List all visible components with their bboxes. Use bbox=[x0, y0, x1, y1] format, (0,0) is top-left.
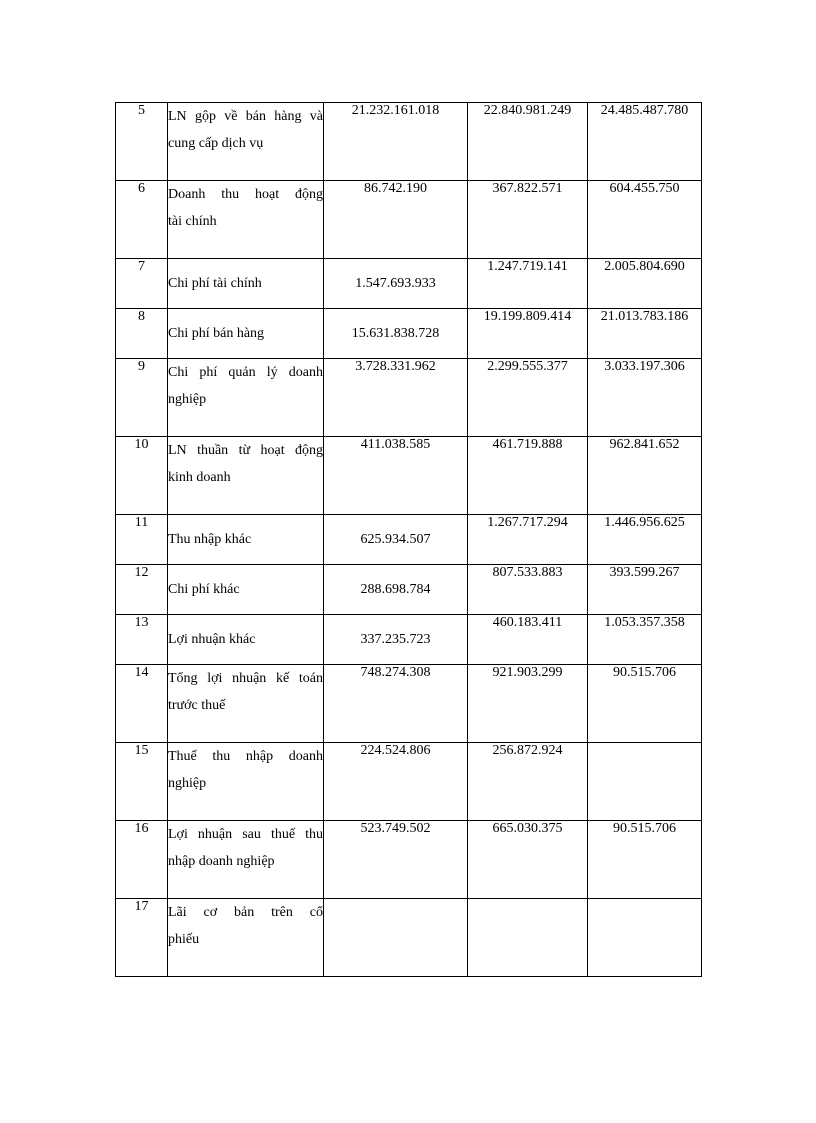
item-description-cell bbox=[168, 743, 324, 821]
value-col-2-cell: 1.547.693.933 bbox=[324, 259, 468, 309]
value-col-2-cell: 625.934.507 bbox=[324, 515, 468, 565]
description-line: nhập doanh nghiệp bbox=[168, 854, 275, 869]
value-col-3-cell: 665.030.375 bbox=[468, 821, 588, 899]
row-number-cell: 13 bbox=[116, 615, 168, 665]
value-col-4-cell: 1.446.956.625 bbox=[588, 515, 702, 565]
value-col-4-cell: 393.599.267 bbox=[588, 565, 702, 615]
item-description-cell bbox=[168, 359, 324, 437]
value-col-3-cell: 256.872.924 bbox=[468, 743, 588, 821]
value-col-2-cell: 411.038.585 bbox=[324, 437, 468, 515]
description-line: Doanh thu hoạt động bbox=[168, 187, 323, 202]
description-line: nghiệp bbox=[168, 392, 207, 407]
value-col-3-cell: 921.903.299 bbox=[468, 665, 588, 743]
row-number-cell: 9 bbox=[116, 359, 168, 437]
value-col-3-cell: 2.299.555.377 bbox=[468, 359, 588, 437]
item-description-cell bbox=[168, 309, 324, 359]
value-col-4-cell bbox=[588, 899, 702, 977]
value-col-4-cell: 962.841.652 bbox=[588, 437, 702, 515]
value-col-4-cell: 21.013.783.186 bbox=[588, 309, 702, 359]
value-col-2-cell: 224.524.806 bbox=[324, 743, 468, 821]
table-row bbox=[116, 565, 702, 615]
value-col-2-cell: 337.235.723 bbox=[324, 615, 468, 665]
description-line: phiếu bbox=[168, 932, 200, 947]
item-description-cell bbox=[168, 259, 324, 309]
table-row bbox=[116, 103, 702, 181]
description-line: Lợi nhuận khác bbox=[168, 632, 256, 647]
value-col-3-cell: 367.822.571 bbox=[468, 181, 588, 259]
value-col-3-cell: 19.199.809.414 bbox=[468, 309, 588, 359]
description-line: Lợi nhuận sau thuế thu bbox=[168, 827, 323, 842]
description-line: Tổng lợi nhuận kế toán bbox=[168, 671, 323, 686]
item-description-cell bbox=[168, 437, 324, 515]
table-row bbox=[116, 515, 702, 565]
value-col-2-cell: 288.698.784 bbox=[324, 565, 468, 615]
table-row bbox=[116, 359, 702, 437]
description-line: Chi phí quản lý doanh bbox=[168, 365, 323, 380]
table-row bbox=[116, 181, 702, 259]
value-col-3-cell: 461.719.888 bbox=[468, 437, 588, 515]
row-number-cell: 5 bbox=[116, 103, 168, 181]
description-line: tài chính bbox=[168, 214, 217, 229]
table-row bbox=[116, 259, 702, 309]
value-col-4-cell: 1.053.357.358 bbox=[588, 615, 702, 665]
row-number-cell: 11 bbox=[116, 515, 168, 565]
table-row bbox=[116, 615, 702, 665]
description-line: nghiệp bbox=[168, 776, 207, 791]
description-line: Thu nhập khác bbox=[168, 532, 252, 547]
row-number-cell: 16 bbox=[116, 821, 168, 899]
row-number-cell: 10 bbox=[116, 437, 168, 515]
value-col-2-cell: 523.749.502 bbox=[324, 821, 468, 899]
item-description-cell bbox=[168, 515, 324, 565]
value-col-2-cell: 86.742.190 bbox=[324, 181, 468, 259]
table-row bbox=[116, 309, 702, 359]
value-col-3-cell: 460.183.411 bbox=[468, 615, 588, 665]
value-col-2-cell: 748.274.308 bbox=[324, 665, 468, 743]
value-col-2-cell: 15.631.838.728 bbox=[324, 309, 468, 359]
value-col-2-cell: 3.728.331.962 bbox=[324, 359, 468, 437]
item-description-cell bbox=[168, 565, 324, 615]
item-description-cell bbox=[168, 103, 324, 181]
row-number-cell: 7 bbox=[116, 259, 168, 309]
value-col-3-cell: 1.247.719.141 bbox=[468, 259, 588, 309]
row-number-cell: 15 bbox=[116, 743, 168, 821]
table-row bbox=[116, 437, 702, 515]
table-row bbox=[116, 743, 702, 821]
value-col-3-cell: 807.533.883 bbox=[468, 565, 588, 615]
description-line: LN gộp về bán hàng và bbox=[168, 109, 323, 124]
description-line: Chi phí tài chính bbox=[168, 276, 262, 291]
row-number-cell: 14 bbox=[116, 665, 168, 743]
value-col-4-cell: 90.515.706 bbox=[588, 821, 702, 899]
value-col-4-cell: 24.485.487.780 bbox=[588, 103, 702, 181]
value-col-2-cell: 21.232.161.018 bbox=[324, 103, 468, 181]
value-col-4-cell: 604.455.750 bbox=[588, 181, 702, 259]
table-row bbox=[116, 821, 702, 899]
value-col-3-cell: 1.267.717.294 bbox=[468, 515, 588, 565]
table-row bbox=[116, 899, 702, 977]
description-line: trước thuế bbox=[168, 698, 226, 713]
description-line: Thuế thu nhập doanh bbox=[168, 749, 323, 764]
item-description-cell bbox=[168, 181, 324, 259]
row-number-cell: 17 bbox=[116, 899, 168, 977]
value-col-4-cell: 90.515.706 bbox=[588, 665, 702, 743]
description-line: Chi phí khác bbox=[168, 582, 240, 597]
description-line: Chi phí bán hàng bbox=[168, 326, 265, 341]
description-line: kinh doanh bbox=[168, 470, 231, 485]
value-col-3-cell: 22.840.981.249 bbox=[468, 103, 588, 181]
item-description-cell bbox=[168, 821, 324, 899]
description-line: cung cấp dịch vụ bbox=[168, 136, 264, 151]
table-body bbox=[116, 103, 702, 977]
table-row bbox=[116, 665, 702, 743]
value-col-4-cell: 3.033.197.306 bbox=[588, 359, 702, 437]
value-col-4-cell bbox=[588, 743, 702, 821]
description-line: Lãi cơ bản trên cổ bbox=[168, 905, 323, 920]
item-description-cell bbox=[168, 665, 324, 743]
value-col-4-cell: 2.005.804.690 bbox=[588, 259, 702, 309]
row-number-cell: 12 bbox=[116, 565, 168, 615]
row-number-cell: 8 bbox=[116, 309, 168, 359]
row-number-cell: 6 bbox=[116, 181, 168, 259]
value-col-3-cell bbox=[468, 899, 588, 977]
item-description-cell bbox=[168, 899, 324, 977]
value-col-2-cell bbox=[324, 899, 468, 977]
income-statement-table bbox=[115, 102, 702, 977]
item-description-cell bbox=[168, 615, 324, 665]
description-line: LN thuần từ hoạt động bbox=[168, 443, 323, 458]
